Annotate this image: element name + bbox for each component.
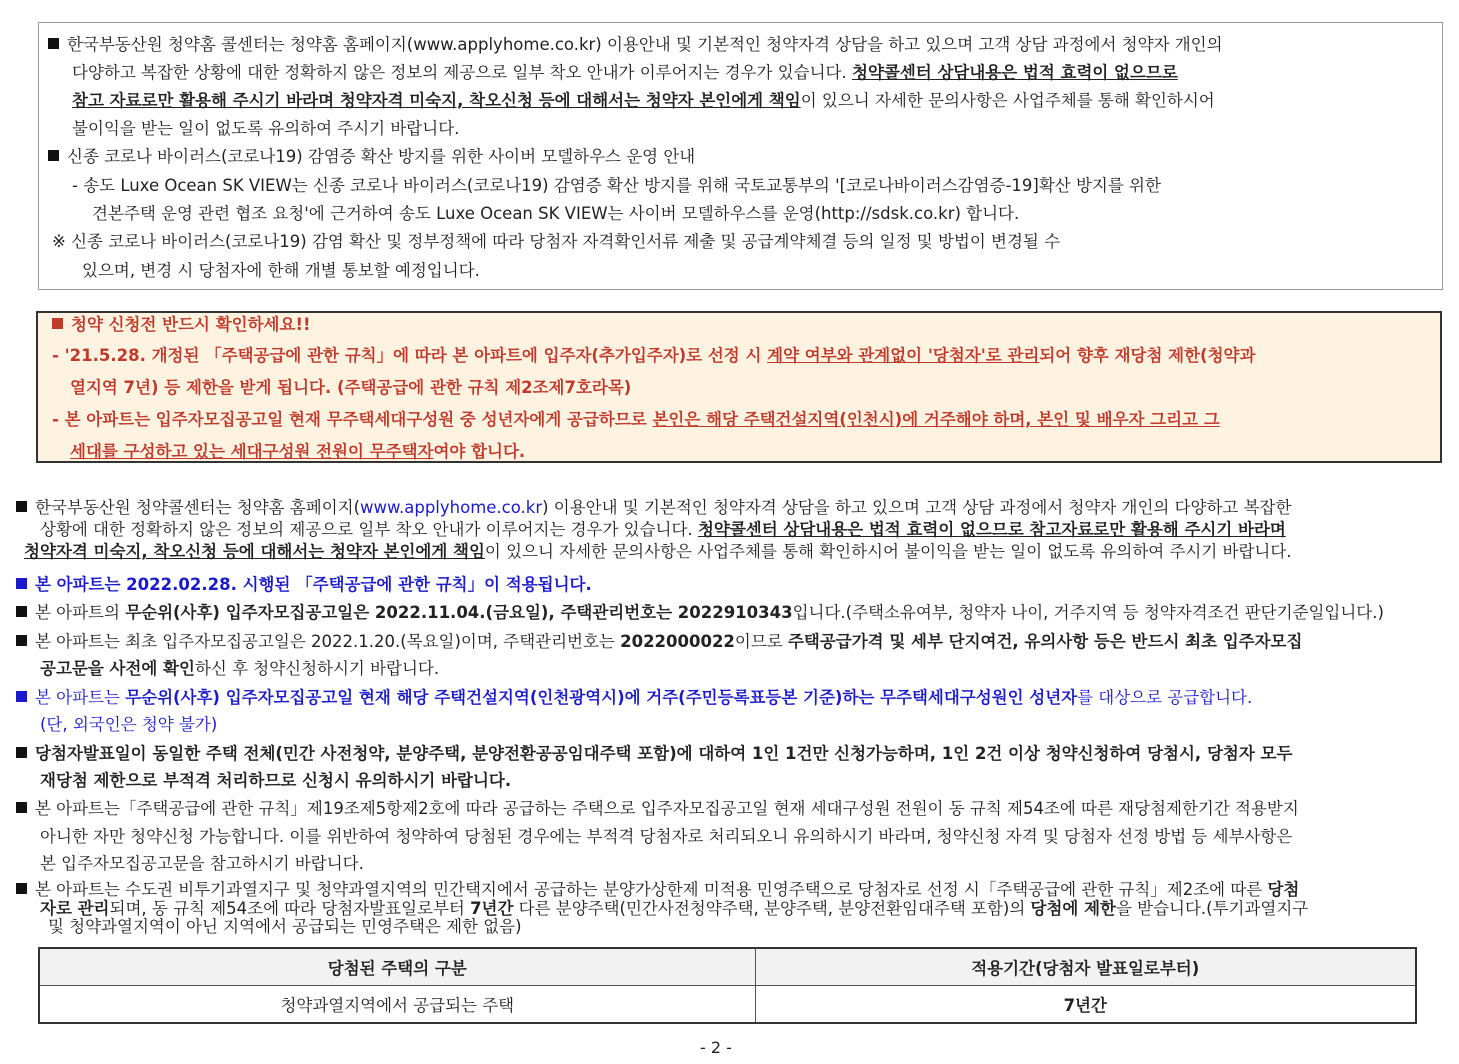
body-line: 및 청약과열지역이 아닌 지역에서 공급되는 민영주택은 제한 없음): [48, 917, 522, 936]
bullet-square-icon: [16, 501, 27, 512]
bullet-square-icon: [16, 606, 27, 617]
body-line: 당첨자발표일이 동일한 주택 전체(민간 사전청약, 분양주택, 분양전환공공임대주택 포함)에 대하여 1인 1건만 신청가능하며, 1인 2건 이상 청약신청하여 당첨시, 당첨자 모두: [16, 743, 1292, 765]
restriction-table: [38, 947, 1417, 1024]
body-line: 아니한 자만 청약신청 가능합니다. 이를 위반하여 청약하여 당첨된 경우에는 부적격 당첨자로 처리되오니 유의하시기 바라며, 청약신청 자격 및 당첨자 선정 방법 등 세부사항은: [40, 827, 1293, 846]
notice-line: 불이익을 받는 일이 없도록 유의하여 주시기 바랍니다.: [72, 119, 460, 138]
notice-line: ※ 신종 코로나 바이러스(코로나19) 감염 확산 및 정부정책에 따라 당첨자 자격확인서류 제출 및 공급계약체결 등의 일정 및 방법이 변경될 수: [52, 232, 1061, 251]
page-number: - 2 -: [700, 1038, 732, 1057]
warning-line: 세대를 구성하고 있는 세대구성원 전원이 무주택자여야 합니다.: [70, 442, 526, 461]
bullet-square-icon: [16, 883, 27, 894]
warning-line: 열지역 7년) 등 제한을 받게 됩니다. (주택공급에 관한 규칙 제2조제7호라목): [70, 378, 632, 397]
table-header: 적용기간(당첨자 발표일로부터): [755, 948, 1416, 986]
notice-line: 신종 코로나 바이러스(코로나19) 감염증 확산 방지를 위한 사이버 모델하우스 운영 안내: [48, 146, 695, 168]
notice-line: 있으며, 변경 시 당첨자에 한해 개별 통보할 예정입니다.: [82, 261, 480, 280]
body-line: 본 입주자모집공고문을 참고하시기 바랍니다.: [40, 854, 364, 873]
bullet-square-icon: [16, 747, 27, 758]
body-line: 공고문을 사전에 확인하신 후 청약신청하시기 바랍니다.: [40, 659, 440, 678]
bullet-square-icon: [48, 150, 59, 161]
body-line: 재당첨 제한으로 부적격 처리하므로 신청시 유의하시기 바랍니다.: [40, 771, 512, 790]
table-header-row: [39, 948, 1416, 986]
body-line: 상황에 대한 정확하지 않은 정보의 제공으로 일부 착오 안내가 이루어지는 경우가 있습니다. 청약콜센터 상담내용은 법적 효력이 없으므로 참고자료로만 활용해 주시기 바라며: [40, 520, 1286, 539]
body-line: 본 아파트는 최초 입주자모집공고일은 2022.1.20.(목요일)이며, 주택관리번호는 2022000022이므로 주택공급가격 및 세부 단지여건, 유의사항 등은 반드시 최초 입주자모집: [16, 631, 1302, 653]
table-cell: 청약과열지역에서 공급되는 주택: [39, 986, 755, 1024]
table-row: [39, 986, 1416, 1024]
body-line: 청약자격 미숙지, 착오신청 등에 대해서는 청약자 본인에게 책임이 있으니 자세한 문의사항은 사업주체를 통해 확인하시어 불이익을 받는 일이 없도록 유의하여 주시기 바랍니다.: [24, 542, 1292, 561]
table-cell: 7년간: [755, 986, 1416, 1024]
body-line: 본 아파트는 무순위(사후) 입주자모집공고일 현재 해당 주택건설지역(인천광역시)에 거주(주민등록표등본 기준)하는 무주택세대구성원인 성년자를 대상으로 공급합니다.: [16, 687, 1252, 709]
body-line: 본 아파트의 무순위(사후) 입주자모집공고일은 2022.11.04.(금요일), 주택관리번호는 2022910343입니다.(주택소유여부, 청약자 나이, 거주지역 등 청약자격조건 판단기준일입니다.): [16, 602, 1384, 624]
bullet-square-icon: [16, 691, 27, 702]
notice-line: 견본주택 운영 관련 협조 요청'에 근거하여 송도 Luxe Ocean SK VIEW는 사이버 모델하우스를 운영(http://sdsk.co.kr) 합니다.: [92, 204, 1020, 223]
bullet-square-icon: [16, 635, 27, 646]
warning-line: - '21.5.28. 개정된 「주택공급에 관한 규칙」에 따라 본 아파트에 입주자(추가입주자)로 선정 시 계약 여부와 관계없이 '당첨자'로 관리되어 향후 재당첨 제한(청약과: [52, 346, 1256, 365]
warning-line: - 본 아파트는 입주자모집공고일 현재 무주택세대구성원 중 성년자에게 공급하므로 본인은 해당 주택건설지역(인천시)에 거주해야 하며, 본인 및 배우자 그리고 그: [52, 410, 1220, 429]
body-line: 한국부동산원 청약콜센터는 청약홈 홈페이지(www.applyhome.co.kr) 이용안내 및 기본적인 청약자격 상담을 하고 있으며 고객 상담 과정에서 청약자 개인의 다양하고 복잡한: [16, 497, 1291, 519]
notice-line: - 송도 Luxe Ocean SK VIEW는 신종 코로나 바이러스(코로나19) 감염증 확산 방지를 위해 국토교통부의 '[코로나바이러스감염증-19]확산 방지를 위한: [72, 176, 1161, 195]
table-header: 당첨된 주택의 구분: [39, 948, 755, 986]
bullet-square-icon: [48, 38, 59, 49]
body-line: 자로 관리되며, 동 규칙 제54조에 따라 당첨자발표일로부터 7년간 다른 분양주택(민간사전청약주택, 분양주택, 분양전환임대주택 포함)의 당첨에 제한을 받습니다.(투기과열지구: [40, 899, 1309, 918]
body-line: 본 아파트는 수도권 비투기과열지구 및 청약과열지역의 민간택지에서 공급하는 분양가상한제 미적용 민영주택으로 당첨자로 선정 시「주택공급에 관한 규칙」제2조에 따른 당첨: [16, 881, 1299, 899]
bullet-square-icon: [16, 578, 27, 589]
body-line: 본 아파트는 2022.02.28. 시행된 「주택공급에 관한 규칙」이 적용됩니다.: [16, 574, 592, 596]
body-line: 본 아파트는「주택공급에 관한 규칙」제19조제5항제2호에 따라 공급하는 주택으로 입주자모집공고일 현재 세대구성원 전원이 동 규칙 제54조에 따른 재당첨제한기간 적용받지: [16, 798, 1299, 820]
bullet-square-icon: [52, 318, 63, 329]
bullet-square-icon: [16, 802, 27, 813]
warning-title: 청약 신청전 반드시 확인하세요!!: [52, 314, 311, 336]
notice-line: 다양하고 복잡한 상황에 대한 정확하지 않은 정보의 제공으로 일부 착오 안내가 이루어지는 경우가 있습니다. 청약콜센터 상담내용은 법적 효력이 없으므로: [72, 63, 1178, 82]
body-line: (단, 외국인은 청약 불가): [40, 715, 218, 734]
notice-line: 한국부동산원 청약홈 콜센터는 청약홈 홈페이지(www.applyhome.co.kr) 이용안내 및 기본적인 청약자격 상담을 하고 있으며 고객 상담 과정에서 청약자 개인의: [48, 34, 1223, 56]
notice-line: 참고 자료로만 활용해 주시기 바라며 청약자격 미숙지, 착오신청 등에 대해서는 청약자 본인에게 책임이 있으니 자세한 문의사항은 사업주체를 통해 확인하시어: [72, 91, 1215, 110]
